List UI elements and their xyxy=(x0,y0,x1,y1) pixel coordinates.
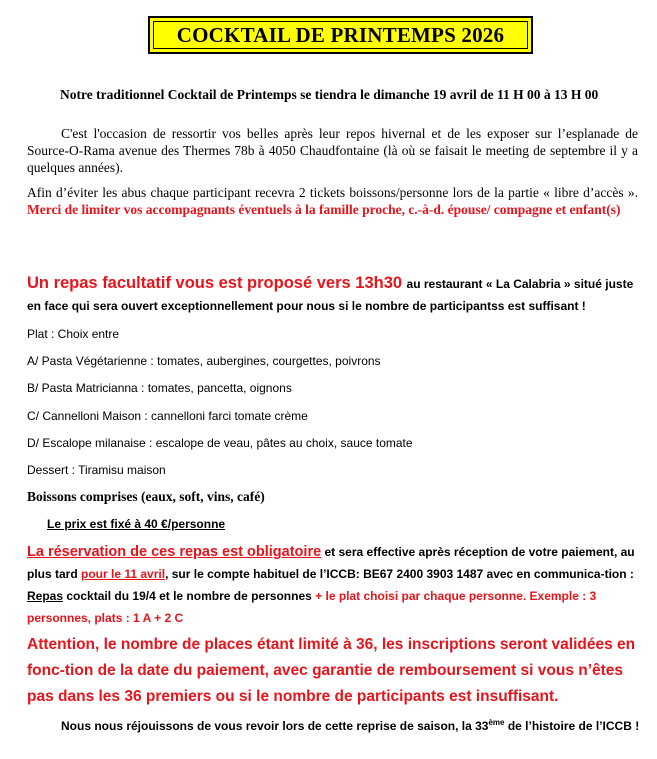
reservation-example: + le plat choisi par chaque personne. Exemple : 3 personnes, plats : 1 A + 2 C xyxy=(27,589,597,625)
option-a: A/ Pasta Végétarienne : tomates, aubergines, courgettes, poivrons xyxy=(27,354,381,368)
reservation-paragraph xyxy=(27,541,643,629)
drinks: Boissons comprises (eaux, soft, vins, café) xyxy=(27,489,265,504)
dessert: Dessert : Tiramisu maison xyxy=(27,463,166,477)
option-c: C/ Cannelloni Maison : cannelloni farci tomate crème xyxy=(27,409,308,423)
closing-end: de l’histoire de l’ICCB ! xyxy=(507,719,640,733)
option-d: D/ Escalope milanaise : escalope de veau, pâtes au choix, sauce tomate xyxy=(27,436,413,450)
option-b: B/ Pasta Matricianna : tomates, pancetta, oignons xyxy=(27,381,292,395)
meal-headline-rest: au restaurant « La Calabria » situé juste en face qui sera ouvert exceptionnellement pour nous si le nombre de participantss est suffisant ! xyxy=(27,277,634,313)
reservation-required: La réservation de ces repas est obligatoire xyxy=(27,544,322,560)
reservation-part2: , sur le compte habituel de l’ICCB: BE67 2400 3903 1487 avec en communica-tion : xyxy=(165,567,634,581)
tickets-paragraph xyxy=(27,184,638,218)
plat-label: Plat : Choix entre xyxy=(27,327,120,341)
price: Le prix est fixé à 40 €/personne xyxy=(47,517,226,531)
intro-paragraph: C'est l'occasion de ressortir vos belles après leur repos hivernal et de les exposer sur l’esplanade de Source-O-Rama avenue des Thermes 78b à 4050 Chaudfontaine (là où se faisait le meeting de septembre il y a quelques années). xyxy=(27,126,638,175)
meal-headline-red: Un repas facultatif vous est proposé vers 13h30 xyxy=(27,274,403,292)
reservation-part1: et sera effective après réception de votre paiement, au plus tard xyxy=(27,545,635,581)
closing-text: Nous nous réjouissons de vous revoir lors de cette reprise de saison, la 33 xyxy=(61,719,489,733)
title-box xyxy=(148,16,533,54)
tickets-text: Afin d’éviter les abus chaque participant recevra 2 tickets boissons/personne lors de la partie « libre d’accès ». xyxy=(27,185,638,200)
page-title: COCKTAIL DE PRINTEMPS 2026 xyxy=(153,21,528,49)
meal-headline xyxy=(27,272,643,317)
reservation-deadline: pour le 11 avril xyxy=(81,567,166,581)
reservation-part3: cocktail du 19/4 et le nombre de personnes xyxy=(66,589,312,603)
family-notice: Merci de limiter vos accompagnants éventuels à la famille proche, c.-à-d. épouse/ compagne et enfant(s) xyxy=(27,202,621,217)
repas-word: Repas xyxy=(27,589,64,603)
closing-paragraph xyxy=(27,712,643,737)
ordinal-suffix: ème xyxy=(488,718,505,727)
attention-notice: Attention, le nombre de places étant limité à 36, les inscriptions seront validées en fonc-tion de la date du paiement, avec garantie de remboursement si vous n’êtes pas dans les 36 premiers ou si le nombre de participants est insuffisant. xyxy=(27,636,636,705)
event-announcement: Notre traditionnel Cocktail de Printemps se tiendra le dimanche 19 avril de 11 H 00 à 13 H 00 xyxy=(60,87,599,102)
